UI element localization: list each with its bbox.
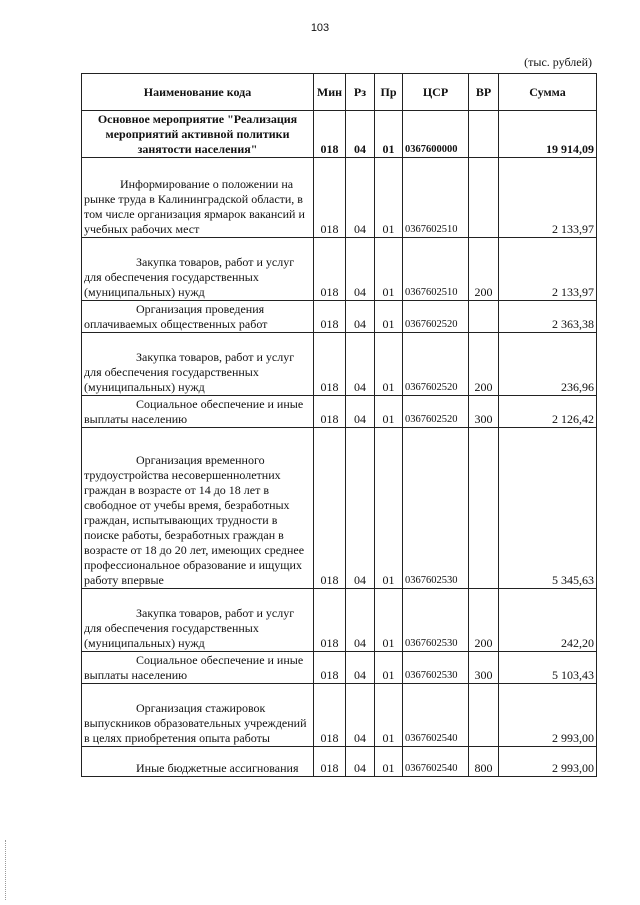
header-vr: ВР (469, 74, 499, 111)
row-sum: 5 103,43 (499, 652, 597, 684)
row-name: Социальное обеспечение и иные выплаты населению (82, 652, 314, 684)
row-rz: 04 (346, 747, 375, 777)
row-vr (469, 301, 499, 333)
row-pr: 01 (375, 333, 403, 396)
header-row (82, 74, 597, 111)
row-rz: 04 (346, 652, 375, 684)
row-sum: 2 126,42 (499, 396, 597, 428)
row-rz: 04 (346, 428, 375, 589)
row-name: Социальное обеспечение и иные выплаты населению (82, 396, 314, 428)
table-row (82, 396, 597, 428)
row-name: Основное мероприятие "Реализация мероприятий активной политики занятости населения" (82, 111, 314, 158)
row-min: 018 (314, 396, 346, 428)
row-name: Информирование о положении на рынке труда в Калининградской области, в том числе организация ярмарок вакансий и учебных рабочих мест (82, 158, 314, 238)
row-vr (469, 111, 499, 158)
row-sum: 236,96 (499, 333, 597, 396)
header-rz: Рз (346, 74, 375, 111)
table-row (82, 158, 597, 238)
row-sum: 2 133,97 (499, 238, 597, 301)
row-min: 018 (314, 652, 346, 684)
row-pr: 01 (375, 301, 403, 333)
row-sum: 19 914,09 (499, 111, 597, 158)
row-min: 018 (314, 684, 346, 747)
row-sum: 242,20 (499, 589, 597, 652)
header-csr: ЦСР (403, 74, 469, 111)
row-sum: 5 345,63 (499, 428, 597, 589)
table-row (82, 428, 597, 589)
header-sum: Сумма (499, 74, 597, 111)
row-min: 018 (314, 301, 346, 333)
row-csr: 0367602510 (403, 158, 469, 238)
row-min: 018 (314, 333, 346, 396)
row-vr: 300 (469, 652, 499, 684)
row-rz: 04 (346, 238, 375, 301)
row-vr: 300 (469, 396, 499, 428)
row-vr: 800 (469, 747, 499, 777)
row-min: 018 (314, 238, 346, 301)
row-vr (469, 428, 499, 589)
row-csr: 0367602540 (403, 684, 469, 747)
scan-margin-mark (5, 840, 8, 900)
row-sum: 2 133,97 (499, 158, 597, 238)
row-pr: 01 (375, 747, 403, 777)
row-name: Закупка товаров, работ и услуг для обеспечения государственных (муниципальных) нужд (82, 238, 314, 301)
row-sum: 2 993,00 (499, 747, 597, 777)
row-vr (469, 684, 499, 747)
table-row (82, 333, 597, 396)
row-rz: 04 (346, 333, 375, 396)
row-csr: 0367602520 (403, 396, 469, 428)
row-csr: 0367602530 (403, 428, 469, 589)
row-rz: 04 (346, 589, 375, 652)
row-pr: 01 (375, 589, 403, 652)
row-csr: 0367602520 (403, 301, 469, 333)
units-label: (тыс. рублей) (524, 55, 592, 69)
row-min: 018 (314, 589, 346, 652)
table-row (82, 238, 597, 301)
row-sum: 2 993,00 (499, 684, 597, 747)
row-rz: 04 (346, 158, 375, 238)
row-name: Закупка товаров, работ и услуг для обеспечения государственных (муниципальных) нужд (82, 333, 314, 396)
row-name: Организация проведения оплачиваемых общественных работ (82, 301, 314, 333)
header-min: Мин (314, 74, 346, 111)
row-pr: 01 (375, 684, 403, 747)
row-name: Организация временного трудоустройства несовершеннолетних граждан в возрасте от 14 до 18 лет в свободное от учебы время, безработных граждан, испытывающих трудности в поиске работы, безработных граждан в возрасте от 18 до 20 лет, имеющих среднее профессиональное образование и ищущих работу впервые (82, 428, 314, 589)
row-vr: 200 (469, 238, 499, 301)
row-vr (469, 158, 499, 238)
row-vr: 200 (469, 333, 499, 396)
row-min: 018 (314, 111, 346, 158)
table-row (82, 301, 597, 333)
row-pr: 01 (375, 111, 403, 158)
row-pr: 01 (375, 238, 403, 301)
row-csr: 0367602520 (403, 333, 469, 396)
row-min: 018 (314, 428, 346, 589)
row-pr: 01 (375, 158, 403, 238)
budget-table (81, 73, 597, 777)
table-row (82, 589, 597, 652)
row-name: Закупка товаров, работ и услуг для обеспечения государственных (муниципальных) нужд (82, 589, 314, 652)
row-csr: 0367602530 (403, 652, 469, 684)
row-rz: 04 (346, 684, 375, 747)
row-name: Иные бюджетные ассигнования (82, 747, 314, 777)
row-csr: 0367602510 (403, 238, 469, 301)
row-min: 018 (314, 747, 346, 777)
row-rz: 04 (346, 396, 375, 428)
row-min: 018 (314, 158, 346, 238)
row-csr: 0367602540 (403, 747, 469, 777)
row-vr: 200 (469, 589, 499, 652)
row-sum: 2 363,38 (499, 301, 597, 333)
header-name: Наименование кода (82, 74, 314, 111)
row-rz: 04 (346, 301, 375, 333)
row-name: Организация стажировок выпускников образовательных учреждений в целях приобретения опыта работы (82, 684, 314, 747)
table-row (82, 111, 597, 158)
table-row (82, 684, 597, 747)
table-row (82, 747, 597, 777)
row-csr: 0367600000 (403, 111, 469, 158)
header-pr: Пр (375, 74, 403, 111)
row-pr: 01 (375, 396, 403, 428)
row-pr: 01 (375, 652, 403, 684)
row-csr: 0367602530 (403, 589, 469, 652)
table-row (82, 652, 597, 684)
page-number: 103 (310, 22, 330, 34)
row-pr: 01 (375, 428, 403, 589)
row-rz: 04 (346, 111, 375, 158)
